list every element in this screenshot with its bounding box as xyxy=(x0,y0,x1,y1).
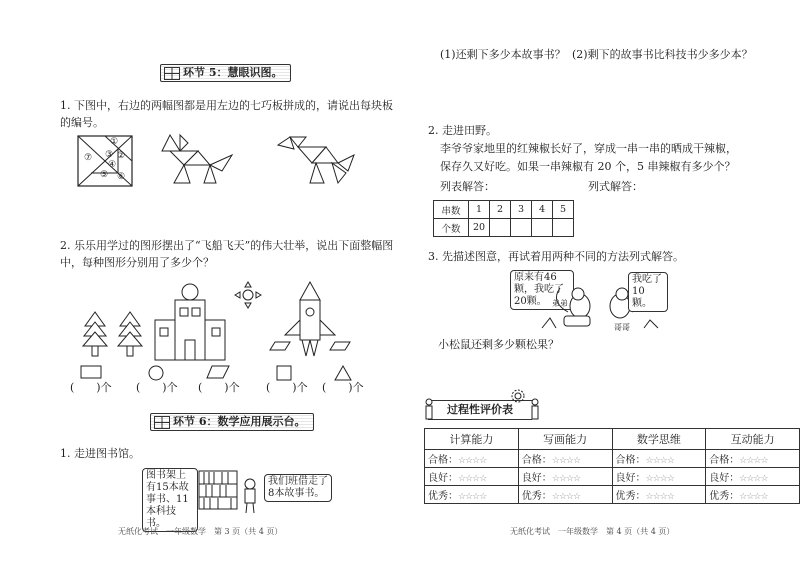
field-line1: 李爷爷家地里的红辣椒长好了，穿成一串一串的晒成干辣椒， xyxy=(440,142,737,155)
left-figure-icon xyxy=(424,398,434,420)
section6-banner xyxy=(150,413,314,431)
bookshelf-picture xyxy=(198,470,238,510)
piece-7: ⑦ xyxy=(84,153,93,163)
eval-header-1: 计算能力 xyxy=(425,429,519,450)
star-icon[interactable]: ☆☆☆☆ xyxy=(645,474,674,484)
sub-question-1: (1)还剩下多少本故事书？ xyxy=(440,48,566,61)
piece-5: ⑤ xyxy=(100,170,109,180)
squirrel-bubble-2: 我吃了10颗。 xyxy=(628,272,668,312)
section5-banner xyxy=(160,64,291,82)
eval-row-excellent: 优秀： xyxy=(709,491,740,502)
unit-4: 个 xyxy=(296,381,308,394)
col-2: 2 xyxy=(490,201,511,219)
eval-row-excellent: 优秀： xyxy=(428,491,458,502)
right-figure-icon xyxy=(530,398,540,420)
right-footer: 无纸化考试 一年级数学 第 4 页（共 4 页） xyxy=(510,527,675,536)
unit-1: 个 xyxy=(100,381,112,394)
col-5: 5 xyxy=(553,201,574,219)
blank-open: ( xyxy=(322,381,327,394)
unit-3: 个 xyxy=(228,381,240,394)
row1-label: 串数 xyxy=(434,201,469,219)
blank-open: ( xyxy=(70,381,75,394)
star-icon[interactable]: ☆☆☆☆ xyxy=(458,456,487,466)
squirrel-bubble-1: 原来有46颗，我吃了20颗。 xyxy=(510,270,574,310)
eval-row-excellent: 优秀： xyxy=(615,491,646,502)
section5-title: 环节 5：慧眼识图。 xyxy=(183,66,283,79)
col-3: 3 xyxy=(511,201,532,219)
section6-title: 环节 6：数学应用展示台。 xyxy=(173,415,306,428)
answer-row xyxy=(70,367,370,394)
field-line2: 保存久又好吃。如果一串辣椒有 20 个，5 串辣椒有多少个？ xyxy=(440,160,736,173)
value-1: 20 xyxy=(469,219,490,237)
pepper-table xyxy=(433,200,574,237)
eval-row-excellent: 优秀： xyxy=(521,491,552,502)
blank-open: ( xyxy=(136,381,141,394)
rectangle-shape-icon xyxy=(80,365,102,379)
value-2[interactable] xyxy=(490,219,511,237)
eval-row-good: 良好： xyxy=(521,473,552,484)
eval-row-pass: 合格： xyxy=(615,455,646,466)
value-5[interactable] xyxy=(553,219,574,237)
star-icon[interactable]: ☆☆☆☆ xyxy=(645,492,674,502)
sub-question-2: (2)剩下的故事书比科技书少多少本？ xyxy=(572,48,753,61)
blank-close: ) xyxy=(224,381,229,394)
star-icon[interactable]: ☆☆☆☆ xyxy=(551,474,581,484)
flower-icon xyxy=(511,389,525,403)
star-icon[interactable]: ☆☆☆☆ xyxy=(739,456,768,466)
unit-5: 个 xyxy=(352,381,364,394)
unit-2: 个 xyxy=(166,381,178,394)
eval-row-pass: 合格： xyxy=(428,455,458,466)
blank-close: ) xyxy=(162,381,167,394)
piece-2: ② xyxy=(117,151,126,161)
eval-title: 过程性评价表 xyxy=(447,403,513,416)
piece-3: ③ xyxy=(105,150,114,160)
star-icon[interactable]: ☆☆☆☆ xyxy=(458,474,487,484)
blank-close: ) xyxy=(96,381,101,394)
star-icon[interactable]: ☆☆☆☆ xyxy=(645,456,674,466)
label-younger: 弟弟 xyxy=(552,299,568,308)
grid-icon xyxy=(154,416,170,429)
blank-close: ) xyxy=(348,381,353,394)
eval-table xyxy=(424,428,800,504)
col-1: 1 xyxy=(469,201,490,219)
eval-header-2: 写画能力 xyxy=(518,429,612,450)
star-icon[interactable]: ☆☆☆☆ xyxy=(551,492,581,502)
child-figure xyxy=(240,478,260,514)
row2-label: 个数 xyxy=(434,219,469,237)
eval-row-good: 良好： xyxy=(615,473,646,484)
library-bubble-1: 图书架上有15本故事书、11本科技书。 xyxy=(142,468,198,532)
method-table: 列表解答： xyxy=(440,180,495,193)
blank-open: ( xyxy=(266,381,271,394)
star-icon[interactable]: ☆☆☆☆ xyxy=(551,456,581,466)
eval-row-pass: 合格： xyxy=(521,455,552,466)
value-3[interactable] xyxy=(511,219,532,237)
eval-row-good: 良好： xyxy=(709,473,740,484)
piece-6: ⑥ xyxy=(117,172,126,182)
squirrel-title: 3. 先描述图意，再试着用两种不同的方法列式解答。 xyxy=(428,250,684,263)
value-4[interactable] xyxy=(532,219,553,237)
eval-header-3: 数学思维 xyxy=(612,429,706,450)
eval-header-4: 互动能力 xyxy=(706,429,800,450)
blank-close: ) xyxy=(292,381,297,394)
grid-icon xyxy=(164,67,180,80)
star-icon[interactable]: ☆☆☆☆ xyxy=(739,492,768,502)
blank-open: ( xyxy=(198,381,203,394)
tangram-dog xyxy=(276,133,356,188)
star-icon[interactable]: ☆☆☆☆ xyxy=(458,492,487,502)
spaceship-picture xyxy=(80,280,380,365)
field-title: 2. 走进田野。 xyxy=(428,124,497,137)
tangram-fox xyxy=(160,133,235,188)
eval-row-pass: 合格： xyxy=(709,455,740,466)
eval-banner xyxy=(428,400,532,420)
q3-text: 1. 走进图书馆。 xyxy=(60,447,140,460)
eval-row-good: 良好： xyxy=(428,473,458,484)
squirrel-question: 小松鼠还剩多少颗松果？ xyxy=(438,338,559,351)
piece-4: ④ xyxy=(108,160,117,170)
piece-1: ① xyxy=(110,137,119,147)
q2-text: 2. 乐乐用学过的图形摆出了“飞船飞天”的伟大壮举，说出下面整幅图中，每种图形分别用了多少个？ xyxy=(60,239,394,269)
q1-text: 1. 下图中，右边的两幅图都是用左边的七巧板拼成的，请说出每块板的编号。 xyxy=(60,99,393,129)
library-bubble-2: 我们班借走了8本故事书。 xyxy=(264,474,332,502)
col-4: 4 xyxy=(532,201,553,219)
label-elder: 哥哥 xyxy=(614,323,630,332)
left-footer: 无纸化考试 一年级数学 第 3 页（共 4 页） xyxy=(118,527,283,536)
parallelogram-shape-icon xyxy=(206,365,230,379)
star-icon[interactable]: ☆☆☆☆ xyxy=(739,474,768,484)
method-formula: 列式解答： xyxy=(588,180,643,193)
